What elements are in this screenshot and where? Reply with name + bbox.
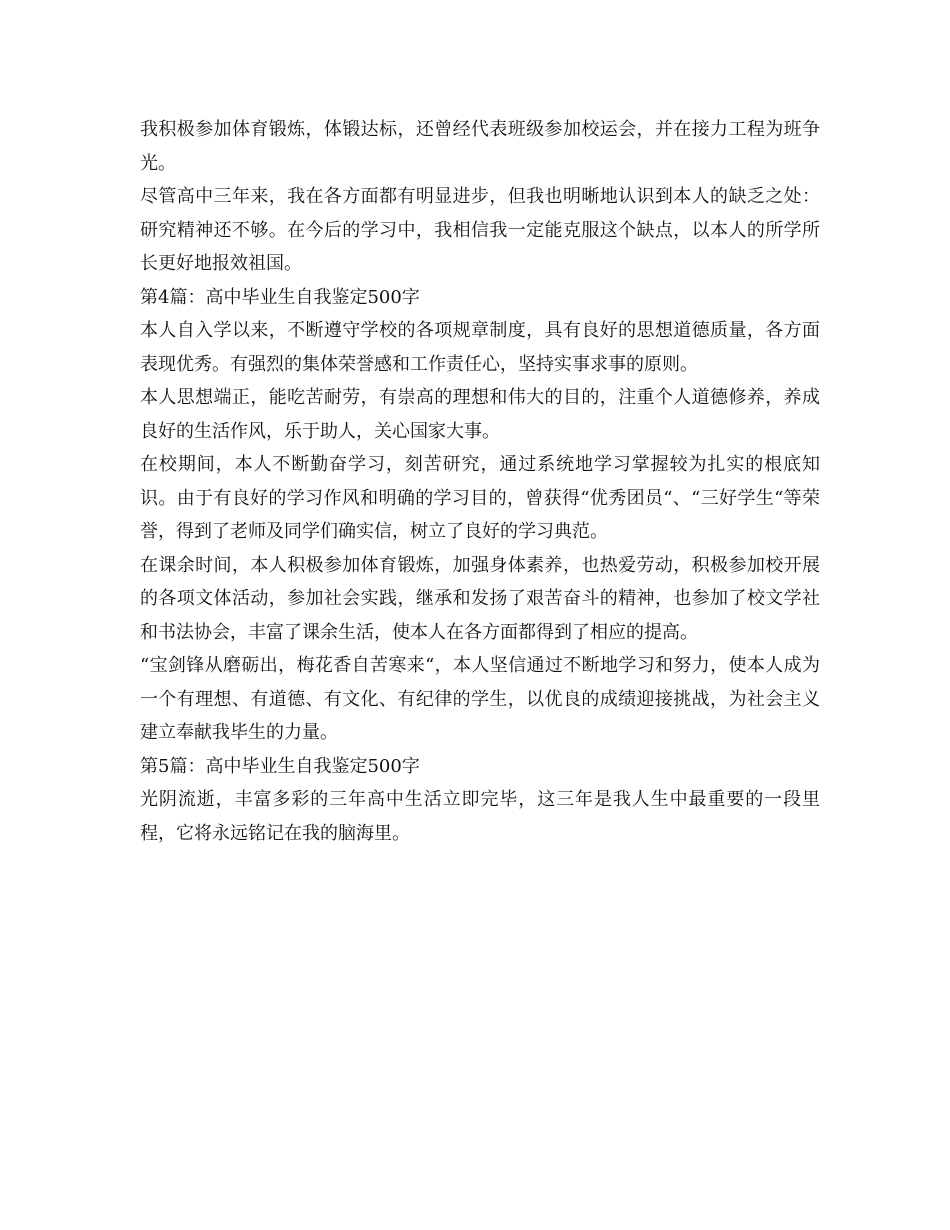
paragraph-sports: 我积极参加体育锻炼，体锻达标，还曾经代表班级参加校运会，并在接力工程为班争光。 xyxy=(140,119,820,174)
paragraph-time-passes: 光阴流逝，丰富多彩的三年高中生活立即完毕，这三年是我人生中最重要的一段里程，它将永远铭记在我的脑海里。 xyxy=(140,789,820,844)
paragraph-thoughts: 本人思想端正，能吃苦耐劳，有崇高的理想和伟大的目的，注重个人道德修养，养成良好的生活作风，乐于助人，关心国家大事。 xyxy=(140,387,820,442)
document-body xyxy=(140,113,820,850)
section-heading-5: 第5篇：高中毕业生自我鉴定500字 xyxy=(140,755,420,777)
paragraph-rules: 本人自入学以来，不断遵守学校的各项规章制度，具有良好的思想道德质量，各方面表现优秀。有强烈的集体荣誉感和工作责任心，坚持实事求事的原则。 xyxy=(140,320,820,375)
paragraph-motto: “宝剑锋从磨砺出，梅花香自苦寒来“，本人坚信通过不断地学习和努力，使本人成为一个有理想、有道德、有文化、有纪律的学生，以优良的成绩迎接挑战，为社会主义建立奉献我毕生的力量。 xyxy=(140,655,820,743)
section-heading-4: 第4篇：高中毕业生自我鉴定500字 xyxy=(140,286,420,308)
paragraph-shortcomings: 尽管高中三年来，我在各方面都有明显进步，但我也明晰地认识到本人的缺乏之处：研究精神还不够。在今后的学习中，我相信我一定能克服这个缺点，以本人的所学所长更好地报效祖国。 xyxy=(140,186,820,274)
paragraph-study: 在校期间，本人不断勤奋学习，刻苦研究，通过系统地学习掌握较为扎实的根底知识。由于有良好的学习作风和明确的学习目的，曾获得“优秀团员“、“三好学生“等荣誉，得到了老师及同学们确实信，树立了良好的学习典范。 xyxy=(140,454,820,542)
paragraph-spare-time: 在课余时间，本人积极参加体育锻炼，加强身体素养，也热爱劳动，积极参加校开展的各项文体活动，参加社会实践，继承和发扬了艰苦奋斗的精神，也参加了校文学社和书法协会，丰富了课余生活，使本人在各方面都得到了相应的提高。 xyxy=(140,554,820,643)
